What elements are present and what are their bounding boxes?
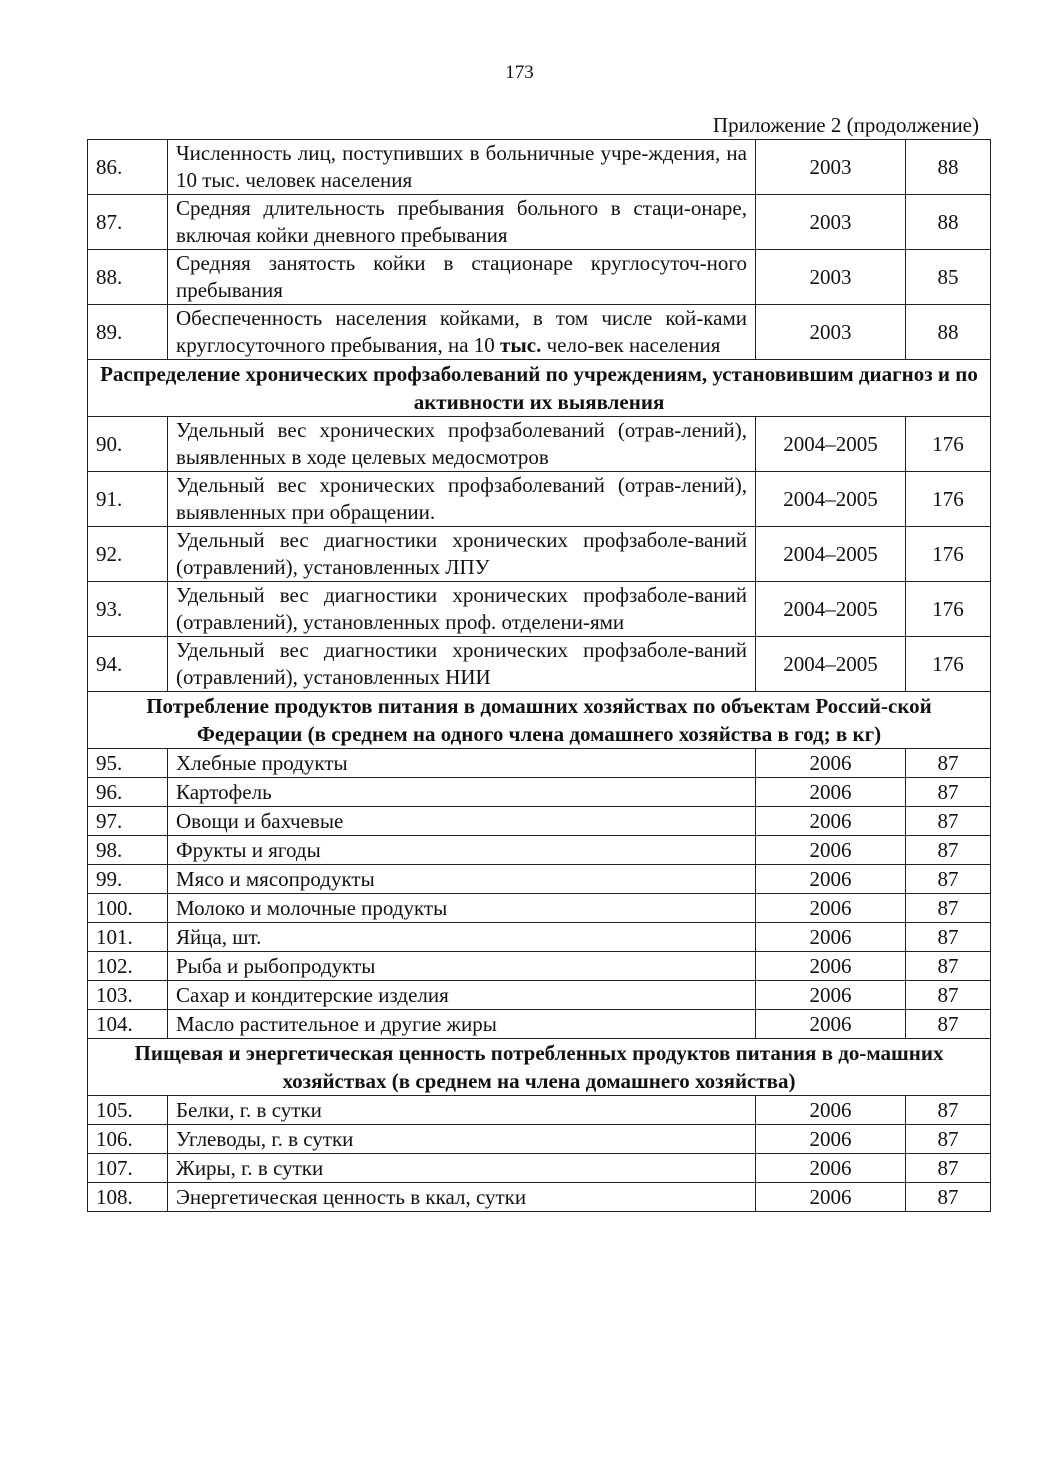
year-cell: 2004–2005 bbox=[756, 527, 906, 582]
row-number: 93. bbox=[88, 582, 168, 637]
year-cell: 2004–2005 bbox=[756, 472, 906, 527]
year-cell: 2006 bbox=[756, 749, 906, 778]
year-cell: 2004–2005 bbox=[756, 417, 906, 472]
indicator-name: Углеводы, г. в сутки bbox=[168, 1125, 756, 1154]
reference-cell: 88 bbox=[906, 140, 991, 195]
year-cell: 2006 bbox=[756, 865, 906, 894]
row-number: 99. bbox=[88, 865, 168, 894]
year-cell: 2006 bbox=[756, 952, 906, 981]
year-cell: 2003 bbox=[756, 305, 906, 360]
text-fragment: Обеспеченность населения койками, в том числе кой-ками круглосуточного пребывания, на 10 bbox=[176, 306, 747, 357]
section-title: Пищевая и энергетическая ценность потребленных продуктов питания в до-машних хозяйствах (в среднем на члена домашнего хозяйства) bbox=[88, 1039, 991, 1096]
page-number: 173 bbox=[505, 62, 534, 83]
year-cell: 2006 bbox=[756, 1010, 906, 1039]
row-number: 108. bbox=[88, 1183, 168, 1212]
indicator-name: Средняя длительность пребывания больного в стаци-онаре, включая койки дневного пребывания bbox=[168, 195, 756, 250]
table-row bbox=[88, 923, 991, 952]
row-number: 97. bbox=[88, 807, 168, 836]
table-row bbox=[88, 527, 991, 582]
reference-cell: 85 bbox=[906, 250, 991, 305]
reference-cell: 87 bbox=[906, 1010, 991, 1039]
indicator-name: Хлебные продукты bbox=[168, 749, 756, 778]
year-cell: 2003 bbox=[756, 195, 906, 250]
indicator-name: Удельный вес диагностики хронических профзаболе-ваний (отравлений), установленных проф. отделени-ями bbox=[168, 582, 756, 637]
year-cell: 2006 bbox=[756, 1154, 906, 1183]
year-cell: 2006 bbox=[756, 1125, 906, 1154]
reference-cell: 176 bbox=[906, 582, 991, 637]
indicator-name: Фрукты и ягоды bbox=[168, 836, 756, 865]
reference-cell: 87 bbox=[906, 749, 991, 778]
row-number: 107. bbox=[88, 1154, 168, 1183]
table-row bbox=[88, 250, 991, 305]
row-number: 101. bbox=[88, 923, 168, 952]
indicator-name: Молоко и молочные продукты bbox=[168, 894, 756, 923]
year-cell: 2006 bbox=[756, 894, 906, 923]
reference-cell: 87 bbox=[906, 981, 991, 1010]
table-row bbox=[88, 1154, 991, 1183]
row-number: 90. bbox=[88, 417, 168, 472]
indicator-name: Сахар и кондитерские изделия bbox=[168, 981, 756, 1010]
row-number: 86. bbox=[88, 140, 168, 195]
row-number: 92. bbox=[88, 527, 168, 582]
row-number: 100. bbox=[88, 894, 168, 923]
row-number: 96. bbox=[88, 778, 168, 807]
year-cell: 2006 bbox=[756, 807, 906, 836]
reference-cell: 87 bbox=[906, 1154, 991, 1183]
reference-cell: 176 bbox=[906, 472, 991, 527]
table-row bbox=[88, 1125, 991, 1154]
indicator-name: Удельный вес диагностики хронических профзаболе-ваний (отравлений), установленных НИИ bbox=[168, 637, 756, 692]
reference-cell: 176 bbox=[906, 417, 991, 472]
table-row bbox=[88, 195, 991, 250]
indicator-name: Картофель bbox=[168, 778, 756, 807]
section-title: Распределение хронических профзаболеваний по учреждениям, установившим диагноз и по активности их выявления bbox=[88, 360, 991, 417]
appendix-table bbox=[87, 139, 991, 1212]
table-row bbox=[88, 417, 991, 472]
table-row bbox=[88, 1096, 991, 1125]
bold-text: тыс. bbox=[500, 333, 542, 357]
reference-cell: 87 bbox=[906, 1183, 991, 1212]
row-number: 87. bbox=[88, 195, 168, 250]
section-header-row bbox=[88, 1039, 991, 1096]
row-number: 98. bbox=[88, 836, 168, 865]
reference-cell: 88 bbox=[906, 305, 991, 360]
indicator-name: Мясо и мясопродукты bbox=[168, 865, 756, 894]
table-row bbox=[88, 778, 991, 807]
indicator-name: Белки, г. в сутки bbox=[168, 1096, 756, 1125]
row-number: 104. bbox=[88, 1010, 168, 1039]
indicator-name: Удельный вес диагностики хронических профзаболе-ваний (отравлений), установленных ЛПУ bbox=[168, 527, 756, 582]
row-number: 106. bbox=[88, 1125, 168, 1154]
reference-cell: 87 bbox=[906, 865, 991, 894]
indicator-name: Овощи и бахчевые bbox=[168, 807, 756, 836]
reference-cell: 87 bbox=[906, 1125, 991, 1154]
indicator-name: Яйца, шт. bbox=[168, 923, 756, 952]
section-header-row bbox=[88, 692, 991, 749]
reference-cell: 87 bbox=[906, 778, 991, 807]
indicator-name: Средняя занятость койки в стационаре круглосуточ-ного пребывания bbox=[168, 250, 756, 305]
reference-cell: 87 bbox=[906, 894, 991, 923]
indicator-name: Энергетическая ценность в ккал, сутки bbox=[168, 1183, 756, 1212]
year-cell: 2004–2005 bbox=[756, 637, 906, 692]
year-cell: 2006 bbox=[756, 836, 906, 865]
table-row bbox=[88, 749, 991, 778]
year-cell: 2003 bbox=[756, 250, 906, 305]
table-row bbox=[88, 1183, 991, 1212]
table-row bbox=[88, 807, 991, 836]
row-number: 94. bbox=[88, 637, 168, 692]
table-row bbox=[88, 952, 991, 981]
table-row bbox=[88, 637, 991, 692]
row-number: 91. bbox=[88, 472, 168, 527]
table-row bbox=[88, 981, 991, 1010]
row-number: 88. bbox=[88, 250, 168, 305]
indicator-name bbox=[168, 305, 756, 360]
year-cell: 2006 bbox=[756, 981, 906, 1010]
table-row bbox=[88, 894, 991, 923]
indicator-name: Жиры, г. в сутки bbox=[168, 1154, 756, 1183]
table-row bbox=[88, 472, 991, 527]
reference-cell: 87 bbox=[906, 952, 991, 981]
reference-cell: 87 bbox=[906, 923, 991, 952]
year-cell: 2006 bbox=[756, 778, 906, 807]
year-cell: 2006 bbox=[756, 1096, 906, 1125]
row-number: 103. bbox=[88, 981, 168, 1010]
text-fragment: чело-век населения bbox=[541, 333, 721, 357]
reference-cell: 176 bbox=[906, 527, 991, 582]
indicator-name: Удельный вес хронических профзаболеваний (отрав-лений), выявленных в ходе целевых медосмотров bbox=[168, 417, 756, 472]
appendix-note: Приложение 2 (продолжение) bbox=[712, 113, 979, 137]
reference-cell: 87 bbox=[906, 807, 991, 836]
indicator-name: Масло растительное и другие жиры bbox=[168, 1010, 756, 1039]
row-number: 102. bbox=[88, 952, 168, 981]
indicator-name: Удельный вес хронических профзаболеваний (отрав-лений), выявленных при обращении. bbox=[168, 472, 756, 527]
section-header-row bbox=[88, 360, 991, 417]
indicator-name: Численность лиц, поступивших в больничные учре-ждения, на 10 тыс. человек населения bbox=[168, 140, 756, 195]
table-row bbox=[88, 582, 991, 637]
year-cell: 2003 bbox=[756, 140, 906, 195]
table-row bbox=[88, 1010, 991, 1039]
table-row bbox=[88, 836, 991, 865]
year-cell: 2006 bbox=[756, 923, 906, 952]
row-number: 105. bbox=[88, 1096, 168, 1125]
reference-cell: 87 bbox=[906, 1096, 991, 1125]
year-cell: 2006 bbox=[756, 1183, 906, 1212]
table-row bbox=[88, 305, 991, 360]
indicator-name: Рыба и рыбопродукты bbox=[168, 952, 756, 981]
reference-cell: 176 bbox=[906, 637, 991, 692]
section-title: Потребление продуктов питания в домашних хозяйствах по объектам Россий-ской Федерации (в среднем на одного члена домашнего хозяйства в год; в кг) bbox=[88, 692, 991, 749]
table-row bbox=[88, 140, 991, 195]
table-row bbox=[88, 865, 991, 894]
row-number: 95. bbox=[88, 749, 168, 778]
reference-cell: 88 bbox=[906, 195, 991, 250]
year-cell: 2004–2005 bbox=[756, 582, 906, 637]
reference-cell: 87 bbox=[906, 836, 991, 865]
row-number: 89. bbox=[88, 305, 168, 360]
